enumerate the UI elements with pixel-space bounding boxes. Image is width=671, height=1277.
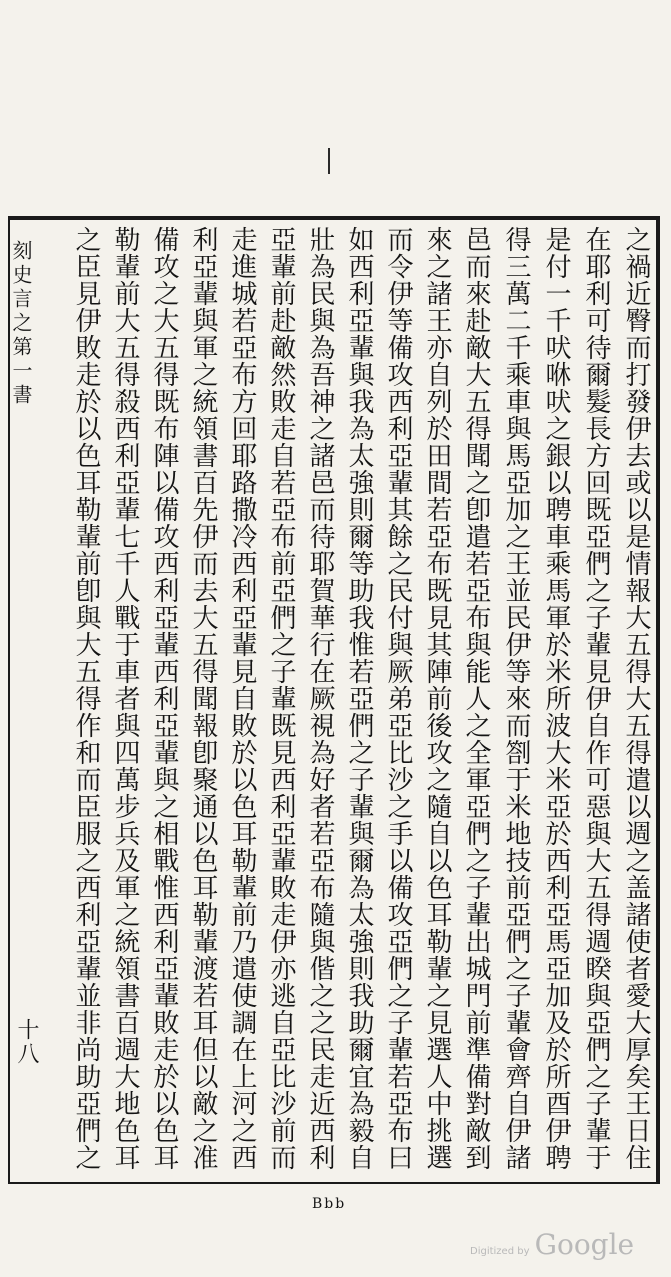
text-column-4: 得三萬二千乘車與馬亞加之王並民伊等來而劄于米地技前亞們之子輩會齊自伊諸 [501,226,531,1171]
text-column-6: 來之諸王亦自列於田間若亞布既見其陣前後攻之隨自以色耳勒輩之見選人中挑選 [422,226,452,1171]
text-column-3: 是付一千吠咻吠之銀以聘車乘馬軍於米所波大米亞於西利亞馬亞加及於所酉伊聘 [541,226,571,1171]
text-column-11: 走進城若亞布方回耶路撒冷西利亞輩見自敗於以色耳勒輩前乃遣使調在上河之西 [227,226,257,1171]
text-column-8: 如西利亞輩與我為太強則爾等助我惟若亞們之子輩與爾為太強則我助爾宜為毅自 [344,226,374,1171]
text-column-1: 之禍近臀而打發伊去或以是情報大五得大五得遣以週之盖諸使者愛大厚矣王日住 [621,226,651,1171]
text-column-12: 利亞輩與軍之統領書百先伊而去大五得聞報卽聚通以色耳勒輩渡若耳但以敵之准 [188,226,218,1171]
signature-mark: Bbb [312,1196,347,1212]
top-ink-mark [328,148,330,174]
text-column-14: 勒輩前大五得殺西利亞輩七千人戰于車者與四萬步兵及軍之統領書百週大地色耳 [110,226,140,1171]
frame-right-rule [656,216,660,1184]
watermark-prefix: Digitized by [470,1246,530,1257]
running-title: 刻史言之第一書 [9,240,33,408]
page-number: 十八 [14,1018,39,1066]
text-column-7: 而令伊等備攻西利亞輩其餘之民付與厥弟亞比沙之手以備攻亞們之子輩若亞布曰 [383,226,413,1171]
digitized-watermark [470,1228,634,1261]
text-column-15: 之臣見伊敗走於以色耳勒輩前卽與大五得作和而臣服之西利亞輩並非尚助亞們之 [71,226,101,1171]
frame-top-rule [8,216,660,220]
text-column-9: 壯為民與為吾神之諸邑而待耶賀華行在厥視為好者若亞布隨與偕之之民走近西利 [305,226,335,1171]
text-column-10: 亞輩前赴敵然敗走自若亞布前亞們之子輩既見西利亞輩敗走伊亦逃自亞比沙前而 [266,226,296,1171]
text-column-5: 邑而來赴敵大五得聞之卽遣若亞布與能人之全軍亞們之子輩出城門前準備對敵到 [461,226,491,1171]
text-column-13: 備攻之大五得既布陣以備攻西利亞輩西利亞輩與之相戰惟西利亞輩敗走於以色耳 [149,226,179,1171]
text-column-2: 在耶利可待爾髮長方回既亞們之子輩見伊自作可惡與大五得週睽與亞們之子輩于 [581,226,611,1171]
frame-bottom-rule [8,1182,660,1184]
watermark-logo: Google [534,1228,635,1261]
